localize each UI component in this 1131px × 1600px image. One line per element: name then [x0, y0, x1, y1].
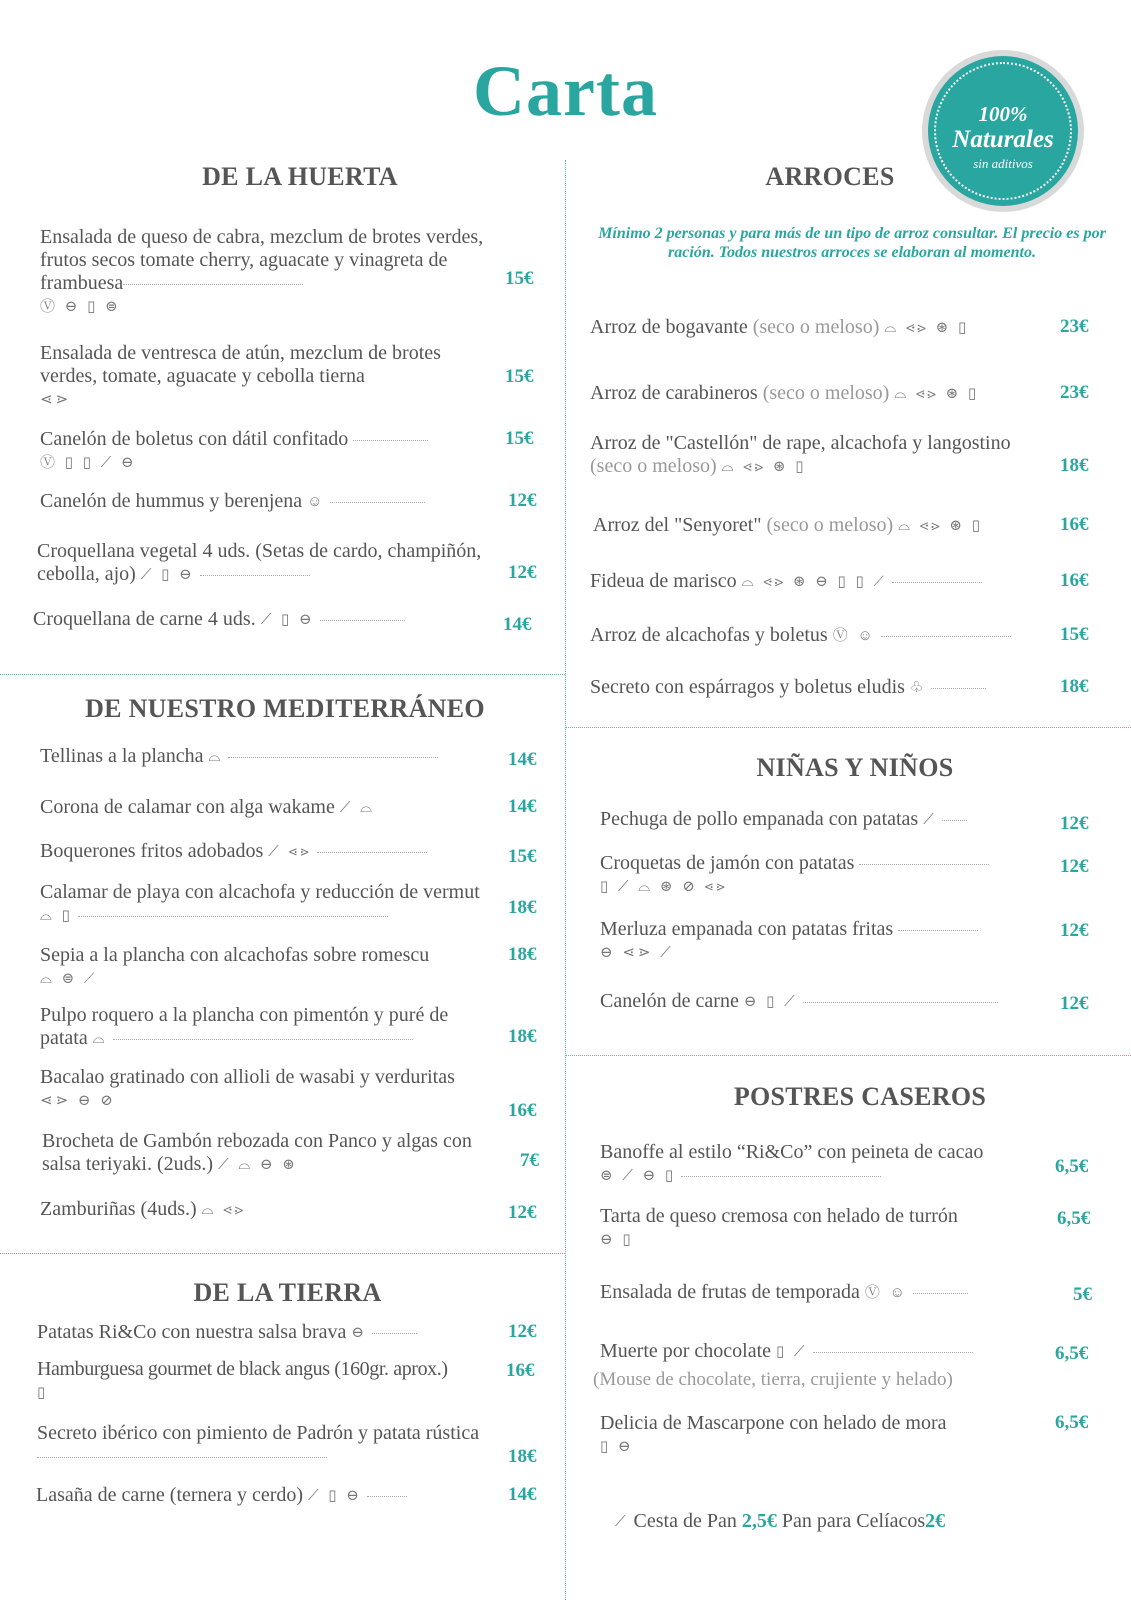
allergen-icons: ▯ ⊖	[600, 1438, 634, 1455]
divider	[0, 1253, 565, 1254]
item-price: 12€	[1060, 813, 1089, 834]
menu-item: Canelón de carne ⊖ ▯ ⟋	[600, 990, 1050, 1014]
menu-item: Bacalao gratinado con allioli de wasabi y verduritas ⋖⋗ ⊖ ⊘	[40, 1066, 470, 1113]
menu-item: Arroz de carabineros (seco o meloso) ⌓ ⋖⋗ ⊛ ▯	[590, 382, 980, 404]
menu-item: Canelón de boletus con dátil confitado Ⓥ ▯ ▯ ⟋ ⊖	[40, 428, 495, 475]
item-price: 16€	[1060, 570, 1089, 591]
allergen-icons: Ⓥ ☺	[864, 1284, 908, 1301]
allergen-icons: ⌓ ⋖⋗ ⊛ ▯	[884, 319, 970, 336]
item-price: 12€	[508, 1202, 537, 1223]
menu-item: Ensalada de frutas de temporada Ⓥ ☺	[600, 1281, 1050, 1305]
item-price: 6,5€	[1055, 1412, 1089, 1433]
allergen-icons: ⋖⋗ ⊖ ⊘	[40, 1092, 116, 1109]
allergen-icons: ⊖ ⋖⋗ ⟋	[600, 944, 674, 961]
item-price: 12€	[1060, 993, 1089, 1014]
item-price: 15€	[505, 268, 534, 289]
menu-item: Arroz de "Castellón" de rape, alcachofa y langostino (seco o meloso) ⌓ ⋖⋗ ⊛ ▯	[590, 432, 1011, 477]
item-subtitle: (Mouse de chocolate, tierra, crujiente y helado)	[593, 1369, 953, 1390]
allergen-icons: ⌓ ⋖⋗	[201, 1201, 247, 1218]
allergen-icons: ⟋ ▯ ⊖	[308, 1487, 362, 1504]
menu-item: Tellinas a la plancha ⌓	[40, 745, 495, 769]
allergen-icons: ▯ ⟋ ⌓ ⊛ ⊘ ⋖⋗	[600, 878, 729, 895]
section-title-huerta: DE LA HUERTA	[202, 162, 398, 191]
item-price: 15€	[505, 428, 534, 449]
menu-item: Arroz de alcachofas y boletus Ⓥ ☺	[590, 624, 1050, 648]
menu-item: Ensalada de ventresca de atún, mezclum de brotes verdes, tomate, aguacate y cebolla tierna ⋖⋗	[40, 342, 495, 412]
page-title: Carta	[473, 51, 658, 131]
menu-item: Croquellana vegetal 4 uds. (Setas de cardo, champiñón, cebolla, ajo) ⟋ ▯ ⊖	[37, 540, 482, 585]
menu-item: Muerte por chocolate ▯ ⟋	[600, 1340, 1050, 1364]
allergen-icons: ⌓	[208, 748, 224, 765]
menu-item: Pulpo roquero a la plancha con pimentón y puré de patata ⌓	[40, 1004, 449, 1049]
item-price: 6,5€	[1055, 1156, 1089, 1177]
menu-item: Zamburiñas (4uds.) ⌓ ⋖⋗	[40, 1198, 247, 1220]
menu-item: Secreto ibérico con pimiento de Padrón y patata rústica	[37, 1422, 497, 1468]
menu-item: Ensalada de queso de cabra, mezclum de brotes verdes, frutos secos tomate cherry, aguacate y vinagreta de frambuesa Ⓥ ⊖ ▯ ⊜	[40, 226, 495, 319]
section-title-arroces: ARROCES	[765, 162, 895, 191]
menu-item: Secreto con espárragos y boletus eludis ♧	[590, 676, 1050, 700]
menu-item: Croquellana de carne 4 uds. ⟋ ▯ ⊖	[33, 608, 493, 632]
item-price: 15€	[505, 366, 534, 387]
menu-item: Arroz del "Senyoret" (seco o meloso) ⌓ ⋖⋗ ⊛ ▯	[593, 514, 983, 536]
item-price: 15€	[1060, 624, 1089, 645]
column-divider	[565, 160, 566, 1600]
item-price: 5€	[1073, 1284, 1092, 1305]
item-price: 14€	[508, 749, 537, 770]
item-price: 14€	[508, 1484, 537, 1505]
allergen-icons: ⟋ ⌓ ⊖ ⊛	[218, 1156, 298, 1173]
section-title-postres: POSTRES CASEROS	[733, 1082, 987, 1111]
item-price: 18€	[1060, 676, 1089, 697]
menu-item: Brocheta de Gambón rebozada con Panco y algas con salsa teriyaki. (2uds.) ⟋ ⌓ ⊖ ⊛	[42, 1130, 472, 1175]
allergen-icons: ▯	[37, 1384, 49, 1401]
allergen-icons: ⌓ ⊜ ⟋	[40, 970, 98, 987]
allergen-icons: ⟋ ⌓	[339, 799, 375, 816]
allergen-icons: ⌓	[92, 1030, 108, 1047]
item-price: 12€	[508, 562, 537, 583]
item-price: 15€	[508, 846, 537, 867]
badge-line1: 100%	[978, 102, 1028, 126]
menu-item: Banoffe al estilo “Ri&Co” con peineta de cacao ⊜ ⟋ ⊖ ▯	[600, 1141, 1045, 1188]
menu-item: Delicia de Mascarpone con helado de mora ▯ ⊖	[600, 1412, 1050, 1459]
item-price: 12€	[1060, 920, 1089, 941]
item-price: 16€	[506, 1360, 535, 1381]
allergen-icons: ▯ ⟋	[776, 1343, 808, 1360]
allergen-icons: ⊜ ⟋ ⊖ ▯	[600, 1167, 677, 1184]
item-price: 12€	[1060, 856, 1089, 877]
wheat-icon: ⟋	[615, 1514, 629, 1531]
allergen-icons: Ⓥ ☺	[832, 627, 876, 644]
item-price: 16€	[508, 1100, 537, 1121]
item-price: 23€	[1060, 316, 1089, 337]
allergen-icons: ♧	[909, 679, 927, 696]
item-price: 7€	[520, 1150, 539, 1171]
item-price: 12€	[508, 1321, 537, 1342]
allergen-icons: ⟋ ⋖⋗	[268, 843, 313, 860]
menu-item: Tarta de queso cremosa con helado de turrón ⊖ ▯	[600, 1205, 1045, 1252]
item-price: 14€	[503, 614, 532, 635]
arroces-note: Mínimo 2 personas y para más de un tipo de arroz consultar. El precio es por ración. Todos nuestros arroces se elaboran al momento.	[598, 225, 1106, 261]
menu-item: Fideua de marisco ⌓ ⋖⋗ ⊛ ⊖ ▯ ▯ ⟋	[590, 570, 1050, 594]
allergen-icons: ⊖ ▯ ⟋	[743, 993, 798, 1010]
menu-item: Canelón de hummus y berenjena ☺	[40, 490, 495, 514]
divider	[0, 674, 565, 675]
menu-item: Calamar de playa con alcachofa y reducción de vermut ⌓ ▯	[40, 881, 495, 928]
item-price: 18€	[508, 1446, 537, 1467]
allergen-icons: ⌓ ⋖⋗ ⊛ ▯	[898, 517, 983, 534]
menu-item: Lasaña de carne (ternera y cerdo) ⟋ ▯ ⊖	[36, 1484, 496, 1508]
item-price: 12€	[508, 490, 537, 511]
divider	[565, 727, 1131, 728]
item-price: 18€	[1060, 455, 1089, 476]
bread-line: ⟋ Cesta de Pan 2,5€ Pan para Celíacos2€	[615, 1510, 946, 1532]
item-price: 14€	[508, 796, 537, 817]
allergen-icons: ⌓ ⋖⋗ ⊛ ⊖ ▯ ▯ ⟋	[741, 573, 887, 590]
allergen-icons: Ⓥ ▯ ▯ ⟋ ⊖	[40, 454, 137, 471]
menu-item: Arroz de bogavante (seco o meloso) ⌓ ⋖⋗ ⊛ ▯	[590, 316, 970, 338]
allergen-icons: ⊖	[351, 1324, 367, 1341]
item-price: 18€	[508, 944, 537, 965]
allergen-icons: ⟋ ▯ ⊖	[260, 611, 315, 628]
item-price: 23€	[1060, 382, 1089, 403]
menu-item: Hamburguesa gourmet de black angus (160gr. aprox.) ▯	[37, 1358, 497, 1405]
badge-line3: sin aditivos	[973, 156, 1033, 171]
item-price: 18€	[508, 1026, 537, 1047]
item-price: 18€	[508, 897, 537, 918]
item-price: 16€	[1060, 514, 1089, 535]
allergen-icons: ⌓ ▯	[40, 907, 73, 924]
allergen-icons: ☺	[307, 493, 326, 510]
section-title-mediterraneo: DE NUESTRO MEDITERRÁNEO	[85, 694, 485, 723]
badge-line2: Naturales	[952, 126, 1054, 153]
section-title-ninos: NIÑAS Y NIÑOS	[756, 753, 954, 782]
menu-item: Sepia a la plancha con alcachofas sobre romescu ⌓ ⊜ ⟋	[40, 944, 500, 991]
menu-item: Corona de calamar con alga wakame ⟋ ⌓	[40, 796, 375, 818]
allergen-icons: ⊖ ▯	[600, 1231, 634, 1248]
item-price: 6,5€	[1057, 1208, 1091, 1229]
allergen-icons: Ⓥ ⊖ ▯ ⊜	[40, 298, 121, 315]
item-price: 6,5€	[1055, 1343, 1089, 1364]
allergen-icons: ⌓ ⋖⋗ ⊛ ▯	[721, 458, 807, 475]
menu-item: Patatas Ri&Co con nuestra salsa brava ⊖	[37, 1321, 497, 1345]
divider	[565, 1055, 1131, 1056]
menu-item: Merluza empanada con patatas fritas ⊖ ⋖⋗ ⟋	[600, 918, 1050, 965]
section-title-tierra: DE LA TIERRA	[193, 1278, 382, 1307]
menu-item: Croquetas de jamón con patatas ▯ ⟋ ⌓ ⊛ ⊘ ⋖⋗	[600, 852, 1050, 899]
allergen-icons: ⌓ ⋖⋗ ⊛ ▯	[894, 385, 980, 402]
allergen-icons: ⟋ ▯ ⊖	[140, 566, 195, 583]
menu-item: Boquerones fritos adobados ⟋ ⋖⋗	[40, 840, 495, 864]
allergen-icons: ⟋	[923, 811, 937, 828]
menu-item: Pechuga de pollo empanada con patatas ⟋	[600, 808, 1050, 832]
allergen-icons: ⋖⋗	[40, 391, 72, 408]
